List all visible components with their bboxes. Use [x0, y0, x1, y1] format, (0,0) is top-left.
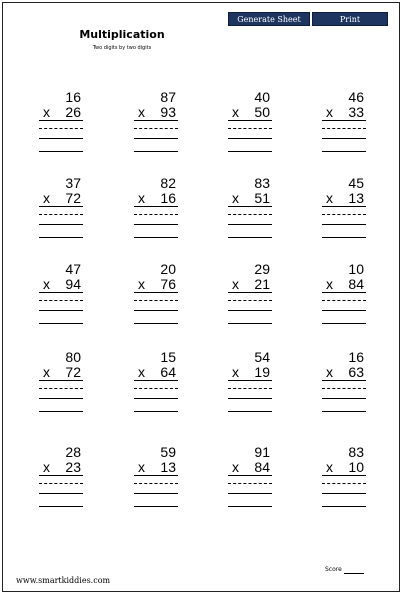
multiplier: 94 [65, 276, 81, 292]
work-line[interactable] [134, 388, 178, 389]
product-rule [134, 292, 178, 293]
work-line[interactable] [134, 128, 178, 129]
site-url: www.smartkiddies.com [16, 576, 111, 585]
product-rule [39, 292, 83, 293]
multiplicand: 80 [65, 349, 81, 365]
multiplicand: 10 [348, 261, 364, 277]
problem-3 [228, 90, 272, 162]
multiplier: 13 [348, 190, 364, 206]
page-title: Multiplication [79, 28, 165, 41]
multiplicand: 46 [348, 89, 364, 105]
work-line[interactable] [39, 214, 83, 215]
problem-18 [134, 445, 178, 517]
work-line[interactable] [134, 138, 178, 139]
work-line[interactable] [322, 493, 366, 494]
multiply-sign: x [138, 459, 145, 475]
product-rule [228, 206, 272, 207]
multiplier: 19 [254, 364, 270, 380]
problem-10 [134, 262, 178, 334]
work-line[interactable] [39, 398, 83, 399]
product-rule [134, 475, 178, 476]
problem-16 [322, 350, 366, 422]
multiplicand: 29 [254, 261, 270, 277]
answer-line[interactable] [134, 151, 178, 152]
work-line[interactable] [322, 483, 366, 484]
product-rule [322, 475, 366, 476]
problem-19 [228, 445, 272, 517]
multiply-sign: x [43, 276, 50, 292]
work-line[interactable] [228, 214, 272, 215]
multiplier: 72 [65, 190, 81, 206]
answer-line[interactable] [39, 151, 83, 152]
problem-9 [39, 262, 83, 334]
problem-6 [134, 176, 178, 248]
work-line[interactable] [39, 300, 83, 301]
multiplicand: 87 [160, 89, 176, 105]
print-button[interactable]: Print [312, 12, 388, 26]
multiplier: 10 [348, 459, 364, 475]
multiplicand: 20 [160, 261, 176, 277]
multiplicand: 45 [348, 175, 364, 191]
work-line[interactable] [322, 214, 366, 215]
work-line[interactable] [322, 224, 366, 225]
problem-15 [228, 350, 272, 422]
multiplier: 63 [348, 364, 364, 380]
work-line[interactable] [39, 310, 83, 311]
multiplier: 26 [65, 104, 81, 120]
answer-line[interactable] [322, 237, 366, 238]
multiplicand: 40 [254, 89, 270, 105]
answer-line[interactable] [134, 411, 178, 412]
product-rule [228, 120, 272, 121]
answer-line[interactable] [134, 323, 178, 324]
answer-line[interactable] [228, 411, 272, 412]
multiplier: 16 [160, 190, 176, 206]
multiplicand: 47 [65, 261, 81, 277]
product-rule [228, 475, 272, 476]
generate-sheet-button[interactable]: Generate Sheet [228, 12, 310, 26]
score-field[interactable] [344, 573, 364, 574]
product-rule [39, 206, 83, 207]
product-rule [322, 206, 366, 207]
answer-line[interactable] [134, 237, 178, 238]
multiply-sign: x [326, 104, 333, 120]
problem-14 [134, 350, 178, 422]
problem-17 [39, 445, 83, 517]
problem-5 [39, 176, 83, 248]
multiplier: 84 [254, 459, 270, 475]
multiplicand: 83 [348, 444, 364, 460]
multiplier: 13 [160, 459, 176, 475]
work-line[interactable] [228, 398, 272, 399]
multiply-sign: x [232, 276, 239, 292]
product-rule [134, 206, 178, 207]
multiplier: 64 [160, 364, 176, 380]
product-rule [228, 292, 272, 293]
answer-line[interactable] [322, 151, 366, 152]
multiply-sign: x [138, 276, 145, 292]
multiplier: 72 [65, 364, 81, 380]
answer-line[interactable] [39, 506, 83, 507]
multiply-sign: x [232, 190, 239, 206]
product-rule [39, 380, 83, 381]
multiplicand: 59 [160, 444, 176, 460]
multiply-sign: x [232, 459, 239, 475]
multiply-sign: x [232, 104, 239, 120]
multiplicand: 15 [160, 349, 176, 365]
answer-line[interactable] [322, 323, 366, 324]
work-line[interactable] [322, 388, 366, 389]
answer-line[interactable] [39, 323, 83, 324]
work-line[interactable] [39, 493, 83, 494]
problem-20 [322, 445, 366, 517]
work-line[interactable] [134, 300, 178, 301]
answer-line[interactable] [322, 411, 366, 412]
answer-line[interactable] [228, 237, 272, 238]
multiplier: 23 [65, 459, 81, 475]
work-line[interactable] [39, 388, 83, 389]
problem-2 [134, 90, 178, 162]
multiplicand: 16 [65, 89, 81, 105]
multiplier: 33 [348, 104, 364, 120]
product-rule [228, 380, 272, 381]
multiply-sign: x [43, 104, 50, 120]
work-line[interactable] [322, 300, 366, 301]
problem-11 [228, 262, 272, 334]
work-line[interactable] [134, 483, 178, 484]
work-line[interactable] [228, 300, 272, 301]
multiply-sign: x [326, 459, 333, 475]
work-line[interactable] [39, 138, 83, 139]
problem-8 [322, 176, 366, 248]
work-line[interactable] [228, 388, 272, 389]
work-line[interactable] [228, 310, 272, 311]
multiply-sign: x [138, 364, 145, 380]
work-line[interactable] [134, 398, 178, 399]
problem-1 [39, 90, 83, 162]
answer-line[interactable] [228, 323, 272, 324]
product-rule [322, 380, 366, 381]
multiply-sign: x [138, 104, 145, 120]
work-line[interactable] [39, 483, 83, 484]
multiplicand: 83 [254, 175, 270, 191]
work-line[interactable] [39, 128, 83, 129]
product-rule [39, 475, 83, 476]
multiplicand: 82 [160, 175, 176, 191]
answer-line[interactable] [228, 151, 272, 152]
work-line[interactable] [228, 483, 272, 484]
work-line[interactable] [134, 493, 178, 494]
work-line[interactable] [322, 310, 366, 311]
product-rule [134, 120, 178, 121]
multiplier: 21 [254, 276, 270, 292]
multiplicand: 54 [254, 349, 270, 365]
multiplicand: 37 [65, 175, 81, 191]
product-rule [322, 292, 366, 293]
multiplier: 51 [254, 190, 270, 206]
product-rule [134, 380, 178, 381]
multiply-sign: x [326, 364, 333, 380]
multiply-sign: x [43, 364, 50, 380]
multiplier: 76 [160, 276, 176, 292]
multiply-sign: x [232, 364, 239, 380]
work-line[interactable] [228, 224, 272, 225]
work-line[interactable] [228, 138, 272, 139]
work-line[interactable] [134, 214, 178, 215]
product-rule [322, 120, 366, 121]
answer-line[interactable] [228, 506, 272, 507]
multiplicand: 91 [254, 444, 270, 460]
work-line[interactable] [322, 398, 366, 399]
problem-12 [322, 262, 366, 334]
answer-line[interactable] [39, 411, 83, 412]
multiplier: 93 [160, 104, 176, 120]
page-subtitle: Two digits by two digits [92, 45, 152, 51]
answer-line[interactable] [322, 506, 366, 507]
answer-line[interactable] [39, 237, 83, 238]
work-line[interactable] [39, 224, 83, 225]
score-label: Score [325, 566, 342, 573]
multiplicand: 28 [65, 444, 81, 460]
product-rule [39, 120, 83, 121]
work-line[interactable] [228, 128, 272, 129]
problem-13 [39, 350, 83, 422]
work-line[interactable] [228, 493, 272, 494]
multiplier: 84 [348, 276, 364, 292]
work-line[interactable] [322, 138, 366, 139]
multiply-sign: x [326, 190, 333, 206]
answer-line[interactable] [134, 506, 178, 507]
multiply-sign: x [138, 190, 145, 206]
work-line[interactable] [134, 224, 178, 225]
multiplicand: 16 [348, 349, 364, 365]
multiplier: 50 [254, 104, 270, 120]
problem-7 [228, 176, 272, 248]
multiply-sign: x [43, 459, 50, 475]
multiply-sign: x [326, 276, 333, 292]
problem-4 [322, 90, 366, 162]
multiply-sign: x [43, 190, 50, 206]
work-line[interactable] [322, 128, 366, 129]
work-line[interactable] [134, 310, 178, 311]
